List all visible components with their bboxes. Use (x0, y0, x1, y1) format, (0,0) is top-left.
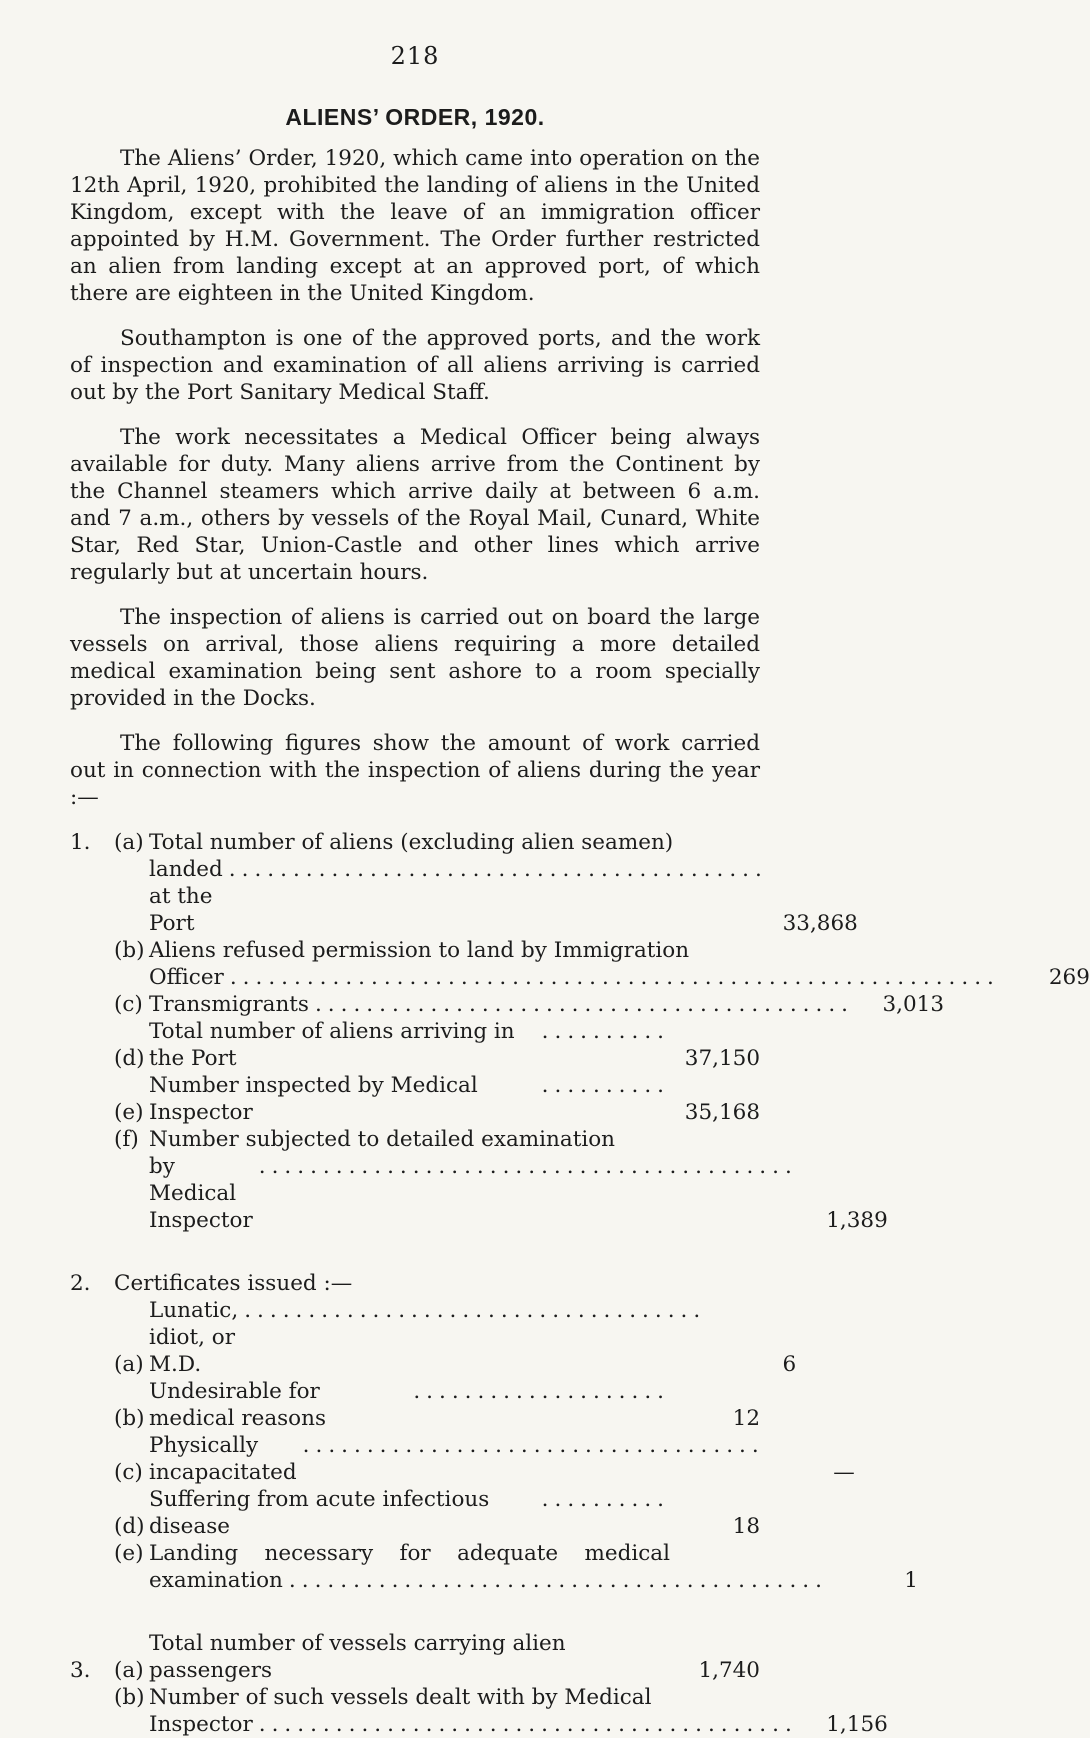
item-letter: (b) (114, 938, 145, 963)
item-letter: (f) (114, 1127, 139, 1152)
section-number: 1. (70, 830, 91, 855)
item-letter: (b) (114, 1685, 145, 1710)
item-letter: (d) (114, 1514, 145, 1539)
paragraph-5: The following figures show the amount of work carried out in connection with the inspection of aliens during the year :— (70, 731, 760, 810)
item-value: 1,156 (826, 1712, 888, 1737)
list-item-2e-cont: examination .......................................... 1 (149, 1568, 918, 1593)
list-item-1f-cont: by Medical Inspector .......................................... 1,389 (149, 1154, 888, 1233)
item-letter: (d) (114, 1046, 145, 1071)
item-text-cont: landed at the Port (149, 857, 223, 936)
list-item-3b-cont: Inspector .......................................... 1,156 (149, 1712, 888, 1737)
list-item-2e (70, 1540, 760, 1567)
item-text: Lunatic, idiot, or M.D. (149, 1298, 239, 1377)
item-text: Number subjected to detailed examination (149, 1127, 616, 1152)
item-text-cont: examination (149, 1568, 283, 1593)
item-text: Suffering from acute infectious disease (149, 1487, 490, 1539)
item-letter: (e) (114, 1541, 144, 1566)
section-2-heading (70, 1270, 760, 1297)
item-text: Total number of aliens (excluding alien seamen) (149, 830, 674, 855)
item-value: 37,150 (684, 1046, 760, 1071)
item-value: 33,868 (782, 911, 858, 936)
section-3 (70, 1630, 888, 1738)
list-item-1d: (d) Total number of aliens arriving in the Port .......... 37,150 (114, 1019, 760, 1071)
section-2 (70, 1270, 918, 1594)
item-value: 18 (732, 1514, 760, 1539)
paragraph-3: The work necessitates a Medical Officer being always available for duty. Many aliens arrive from the Continent by the Channel steamers which arrive daily at between 6 a.m. and 7 a.m., others by vessels of the Royal Mail, Cunard, White Star, Red Star, Union-Castle and other lines which arrive regularly but at uncertain hours. (70, 425, 760, 585)
item-value: 1,740 (698, 1658, 760, 1683)
item-text: Undesirable for medical reasons (149, 1379, 326, 1431)
item-letter: (a) (114, 1658, 144, 1683)
item-value: 35,168 (684, 1100, 760, 1125)
list-item-2a: (a) Lunatic, idiot, or M.D. .................................... 6 (114, 1298, 797, 1377)
item-value: 269 (1048, 965, 1090, 990)
item-letter: (c) (114, 992, 143, 1017)
item-text: Landing necessary for adequate medical (149, 1541, 670, 1566)
item-value: 3,013 (882, 992, 945, 1017)
page-number: 218 (390, 42, 440, 70)
item-value: — (833, 1460, 855, 1485)
list-item-1f (70, 1126, 760, 1153)
item-text: Total number of aliens arriving in the Port (149, 1019, 515, 1071)
item-text-cont: Officer (149, 965, 224, 990)
paragraph-4: The inspection of aliens is carried out on board the large vessels on arrival, those aliens requiring a more detailed medical examination being sent ashore to a room specially provided in the Docks. (70, 605, 760, 711)
document-page (70, 42, 1090, 1738)
section-number: 3. (70, 1658, 91, 1683)
item-letter: (b) (114, 1406, 145, 1431)
item-text: Number of such vessels dealt with by Medical (149, 1685, 652, 1710)
item-value: 12 (732, 1406, 760, 1431)
list-item-1a-cont: landed at the Port .......................................... 33,868 (149, 857, 858, 936)
list-item-2b: (b) Undesirable for medical reasons .................... 12 (114, 1379, 760, 1431)
item-letter: (a) (114, 1352, 144, 1377)
item-text: Aliens refused permission to land by Immigration (149, 938, 690, 963)
item-letter: (a) (114, 830, 144, 855)
item-text-cont: Inspector (149, 1712, 253, 1737)
list-item-1e: (e) Number inspected by Medical Inspector .......... 35,168 (114, 1073, 760, 1125)
item-text: Physically incapacitated (149, 1433, 297, 1485)
page-title: ALIENS’ ORDER, 1920. (285, 104, 545, 130)
paragraph-2: Southampton is one of the approved ports, and the work of inspection and examination of all aliens arriving is carried out by the Port Sanitary Medical Staff. (70, 326, 760, 405)
item-text-cont: by Medical Inspector (149, 1154, 253, 1233)
section-number: 2. (70, 1271, 91, 1296)
list-item-1b (70, 937, 760, 964)
item-text: Number inspected by Medical Inspector (149, 1073, 478, 1125)
list-item-1a (70, 829, 760, 856)
paragraph-1: The Aliens’ Order, 1920, which came into operation on the 12th April, 1920, prohibited the landing of aliens in the United Kingdom, except with the leave of an immigration officer appointed by H.M. Government. The Order further restricted an alien from landing except at an approved port, of which there are eighteen in the United Kingdom. (70, 146, 760, 306)
item-letter: (c) (114, 1460, 143, 1485)
item-letter: (e) (114, 1100, 144, 1125)
list-item-2d: (d) Suffering from acute infectious disease .......... 18 (114, 1487, 760, 1539)
item-value: 1,389 (826, 1208, 888, 1233)
item-text: Transmigrants (149, 992, 309, 1017)
section-heading: Certificates issued :— (114, 1271, 353, 1296)
list-item-1b-cont: Officer ............................................................ 269 (149, 965, 1090, 990)
item-value: 1 (904, 1568, 918, 1593)
item-text: Total number of vessels carrying alien passengers (149, 1631, 566, 1683)
list-item-3b (70, 1684, 760, 1711)
section-1 (70, 829, 1090, 1234)
list-item-1c: (c) Transmigrants .......................................... 3,013 (114, 992, 945, 1017)
list-item-2c: (c) Physically incapacitated .................................... — (114, 1433, 855, 1485)
list-item-3a (70, 1630, 760, 1684)
item-value: 6 (782, 1352, 797, 1377)
